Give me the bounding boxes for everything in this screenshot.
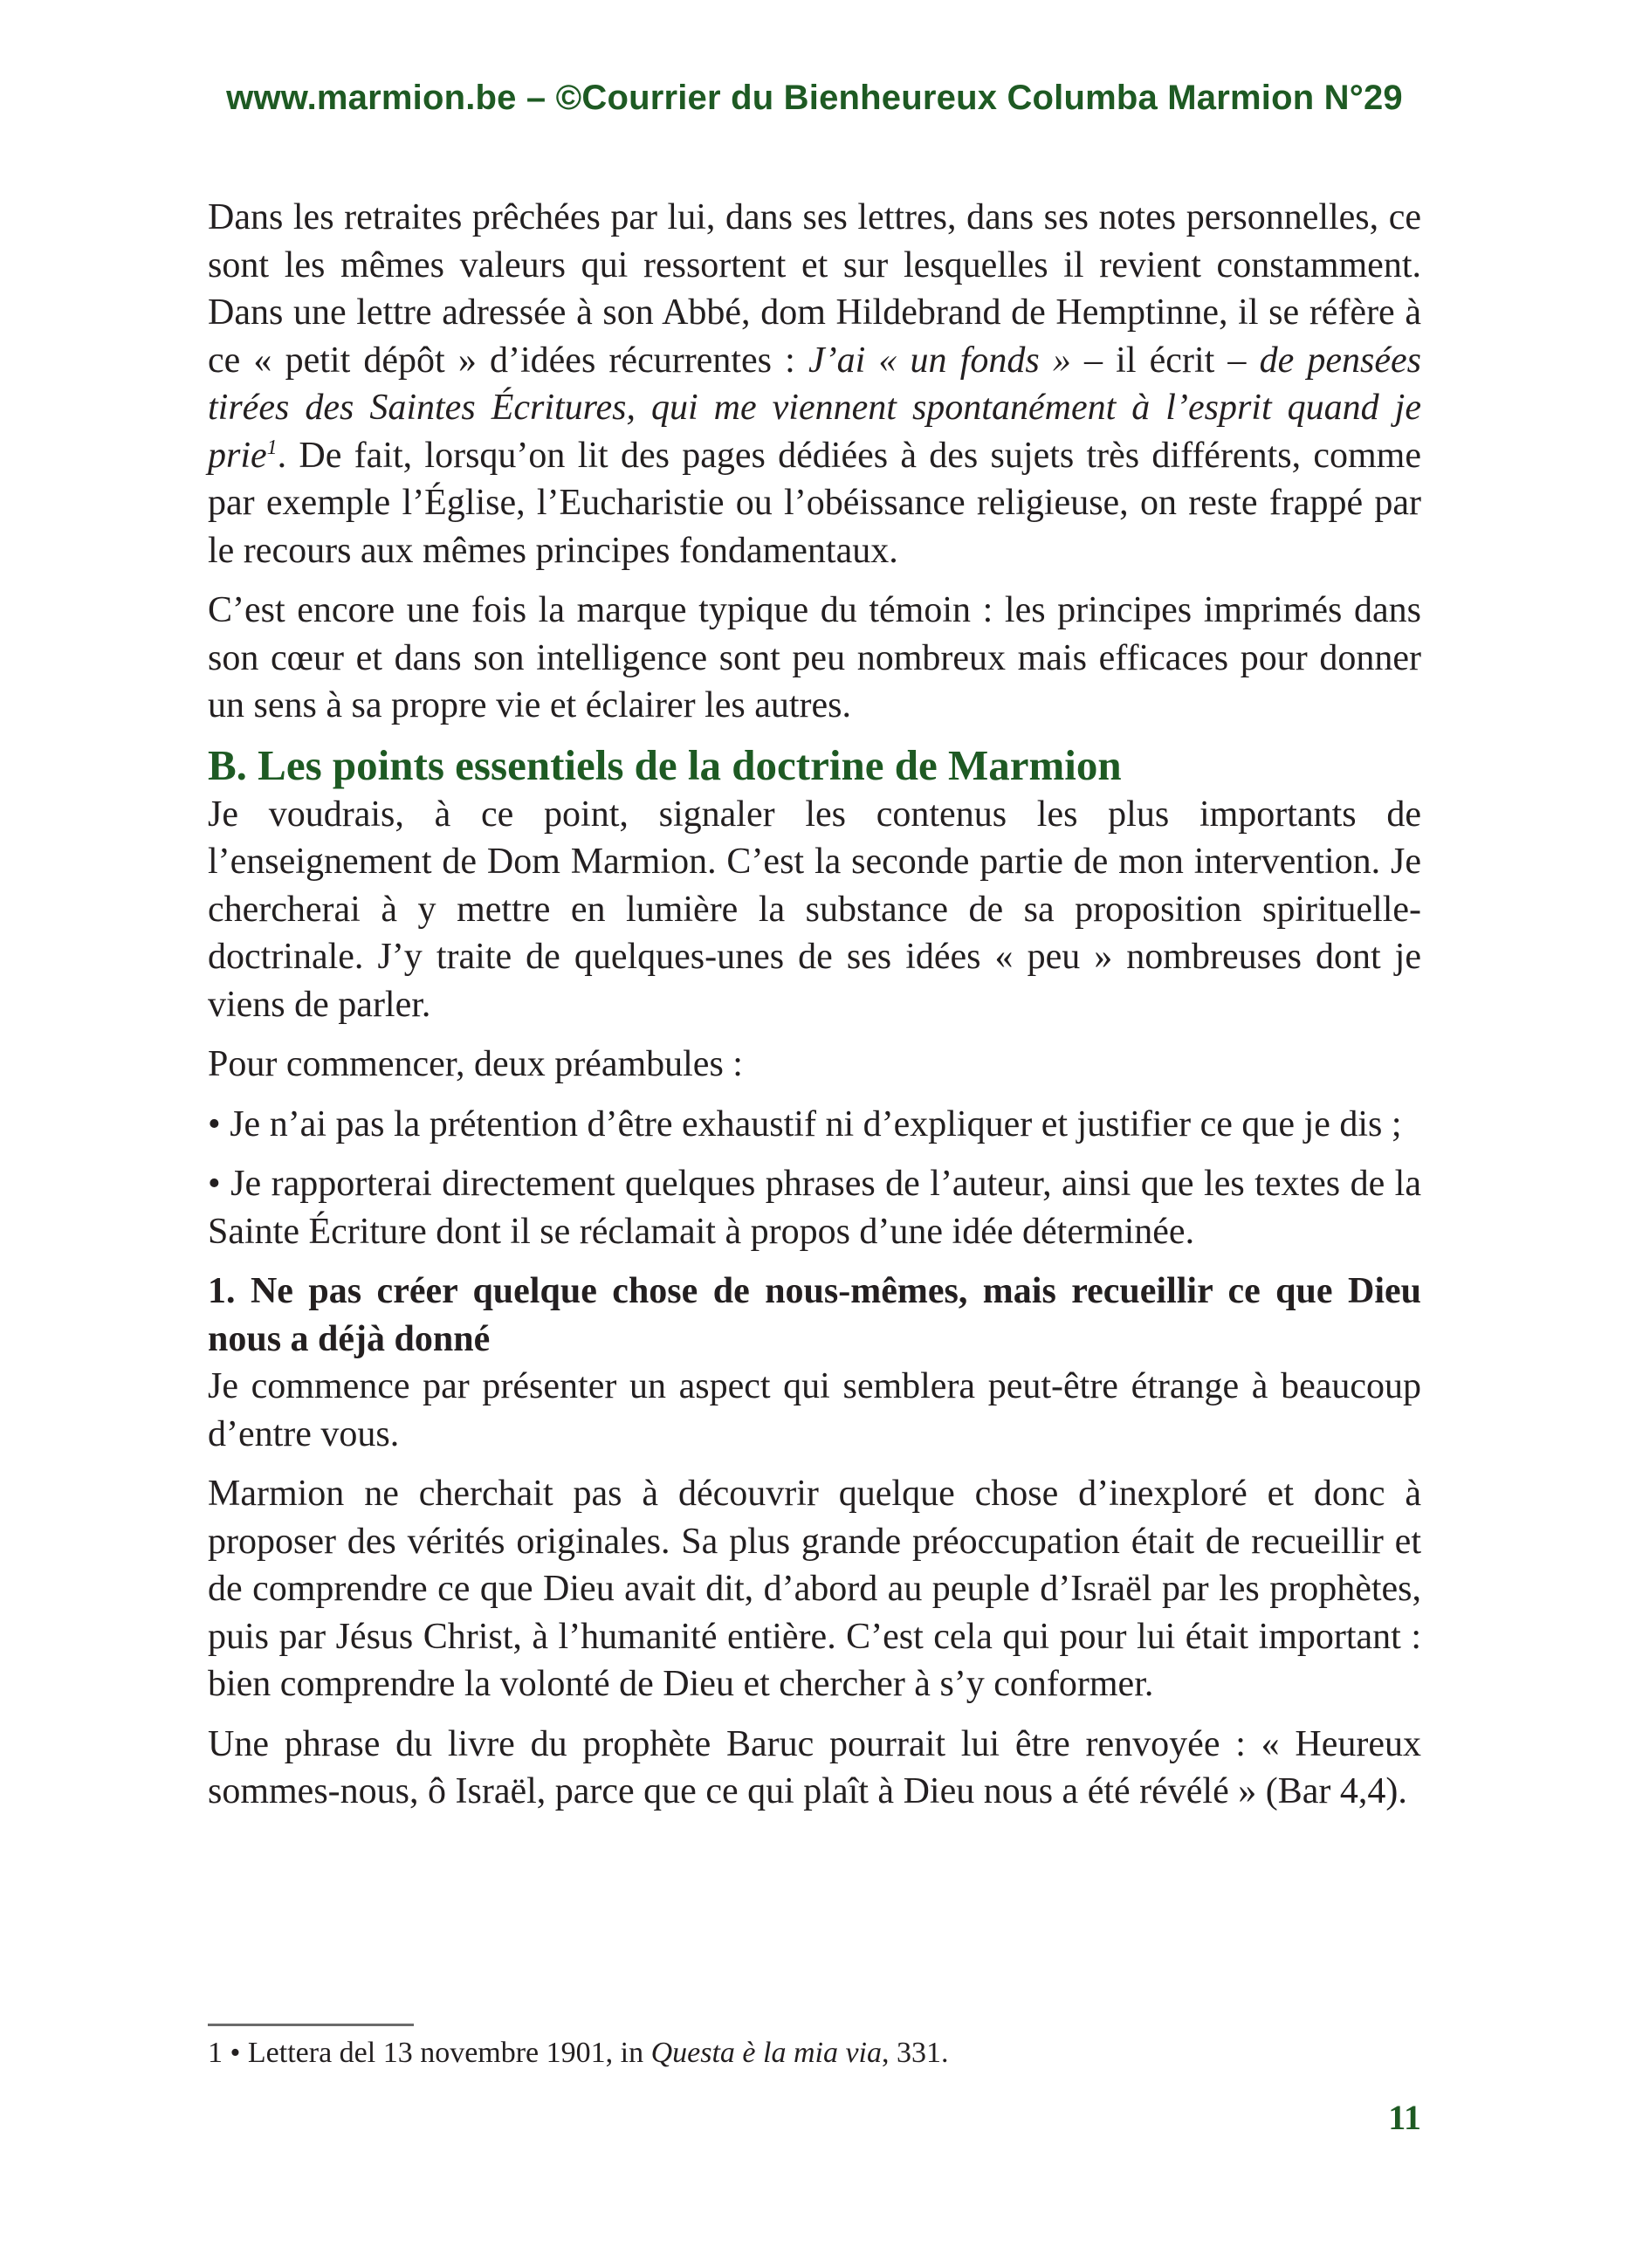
paragraph: C’est encore une fois la marque typique du témoin : les principes imprimés dans son cœur et dans son intelligence sont peu nombreux mais efficaces pour donner un sens à sa propre vie et éclairer les autres. <box>208 590 1421 725</box>
footnote-reference[interactable]: 1 <box>266 436 278 459</box>
paragraph: Marmion ne cherchait pas à découvrir quelque chose d’inexploré et donc à proposer des vérités originales. Sa plus grande préoccupation était de recueillir et de comprendre ce que Dieu avait dit, d’abord au peuple d’Israël par les prophètes, puis par Jésus Christ, à l’humanité entière. C’est cela qui pour lui était important : bien comprendre la volonté de Dieu et chercher à s’y conformer. <box>208 1474 1421 1704</box>
italic-quote: de pensées tirées des Saintes Écritures, qui me viennent spontanément à l’esprit quand je prie <box>208 340 1422 476</box>
list-item: • Je n’ai pas la prétention d’être exhaustif ni d’expliquer et justifier ce que je dis ; <box>208 1103 1402 1144</box>
main-text <box>208 194 1421 1828</box>
italic-quote: J’ai « un fonds » <box>808 340 1071 381</box>
subsection-heading: 1. Ne pas créer quelque chose de nous-mêmes, mais recueillir ce que Dieu nous a déjà donné <box>208 1271 1421 1359</box>
paragraph: Je commence par présenter un aspect qui semblera peut-être étrange à beaucoup d’entre vous. <box>208 1366 1421 1454</box>
footnote-text: 1 • Lettera del 13 novembre 1901, in <box>208 2037 651 2069</box>
footnote <box>208 2034 1421 2072</box>
paragraph-text: – il écrit – <box>1070 340 1260 381</box>
list-item: • Je rapporterai directement quelques phrases de l’auteur, ainsi que les textes de la Sainte Écriture dont il se réclamait à propos d’une idée déterminée. <box>208 1164 1421 1252</box>
paragraph: Une phrase du livre du prophète Baruc pourrait lui être renvoyée : « Heureux sommes-nous, ô Israël, parce que ce qui plaît à Dieu nous a été révélé » (Bar 4,4). <box>208 1723 1421 1811</box>
footnote-text: , 331. <box>882 2037 949 2069</box>
footnote-title: Questa è la mia via <box>650 2037 882 2069</box>
paragraph: Pour commencer, deux préambules : <box>208 1044 743 1084</box>
paragraph-text: Dans les retraites prêchées par lui, dans ses lettres, dans ses notes personnelles, ce sont les mêmes valeurs qui ressortent et sur lesquelles il revient constamment. Dans une lettre adressée à son Abbé, dom Hildebrand de Hemptinne, il se réfère à ce « petit dépôt » d’idées récurrentes : <box>208 197 1421 381</box>
bullet-list <box>208 1101 1421 1256</box>
running-header: www.marmion.be – ©Courrier du Bienheureux Columba Marmion N°29 <box>226 79 1403 117</box>
page-number: 11 <box>1388 2098 1421 2137</box>
footnote-divider <box>208 2024 414 2026</box>
section-heading: B. Les points essentiels de la doctrine de Marmion <box>208 740 1122 789</box>
paragraph-text: . De fait, lorsqu’on lit des pages dédiées à des sujets très différents, comme par exemple l’Église, l’Eucharistie ou l’obéissance religieuse, on reste frappé par le recours aux mêmes principes fondamentaux. <box>208 435 1421 571</box>
paragraph <box>208 194 1421 574</box>
paragraph: Je voudrais, à ce point, signaler les contenus les plus importants de l’enseignement de Dom Marmion. C’est la seconde partie de mon intervention. Je chercherai à y mettre en lumière la substance de sa proposition spirituelle-doctrinale. J’y traite de quelques-unes de ses idées « peu » nombreuses dont je viens de parler. <box>208 794 1421 1025</box>
